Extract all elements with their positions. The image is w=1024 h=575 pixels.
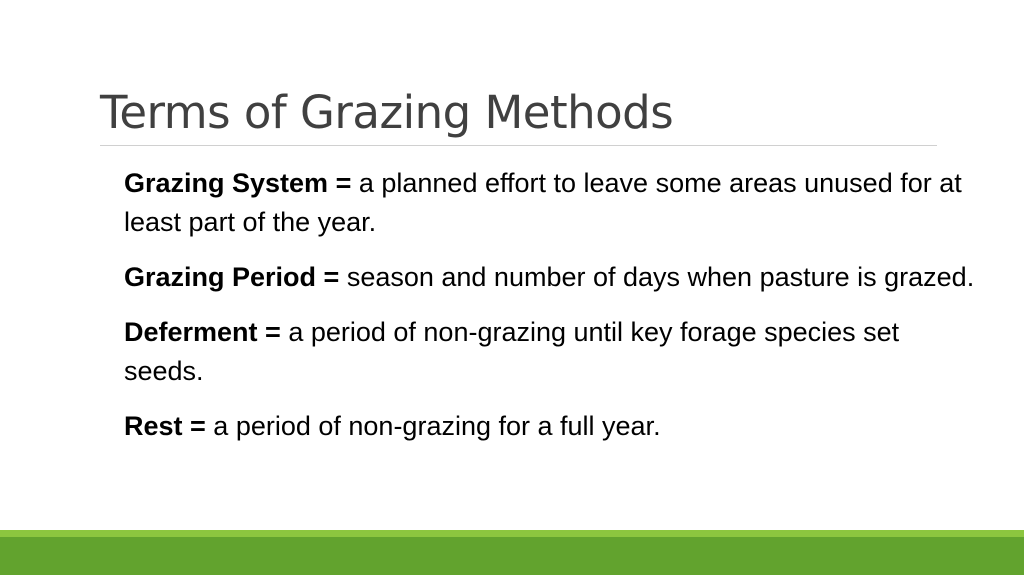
title-divider xyxy=(100,145,937,146)
slide-body xyxy=(124,164,984,462)
term-item-deferment xyxy=(124,313,984,391)
term-item-grazing-system xyxy=(124,164,984,242)
term-label: Grazing Period = xyxy=(124,262,340,292)
term-label: Grazing System = xyxy=(124,168,352,198)
term-item-grazing-period xyxy=(124,258,984,297)
slide-title: Terms of Grazing Methods xyxy=(100,86,674,139)
term-definition: a period of non-grazing until key forage species set seeds. xyxy=(124,317,900,386)
term-definition: season and number of days when pasture is grazed. xyxy=(339,262,975,292)
footer-band xyxy=(0,530,1024,575)
term-label: Deferment = xyxy=(124,317,281,347)
footer-base-stripe xyxy=(0,537,1024,575)
footer-accent-stripe xyxy=(0,530,1024,537)
term-definition: a planned effort to leave some areas unused for at least part of the year. xyxy=(124,168,962,237)
term-definition: a period of non-grazing for a full year. xyxy=(205,411,661,441)
term-item-rest xyxy=(124,407,984,446)
term-label: Rest = xyxy=(124,411,206,441)
